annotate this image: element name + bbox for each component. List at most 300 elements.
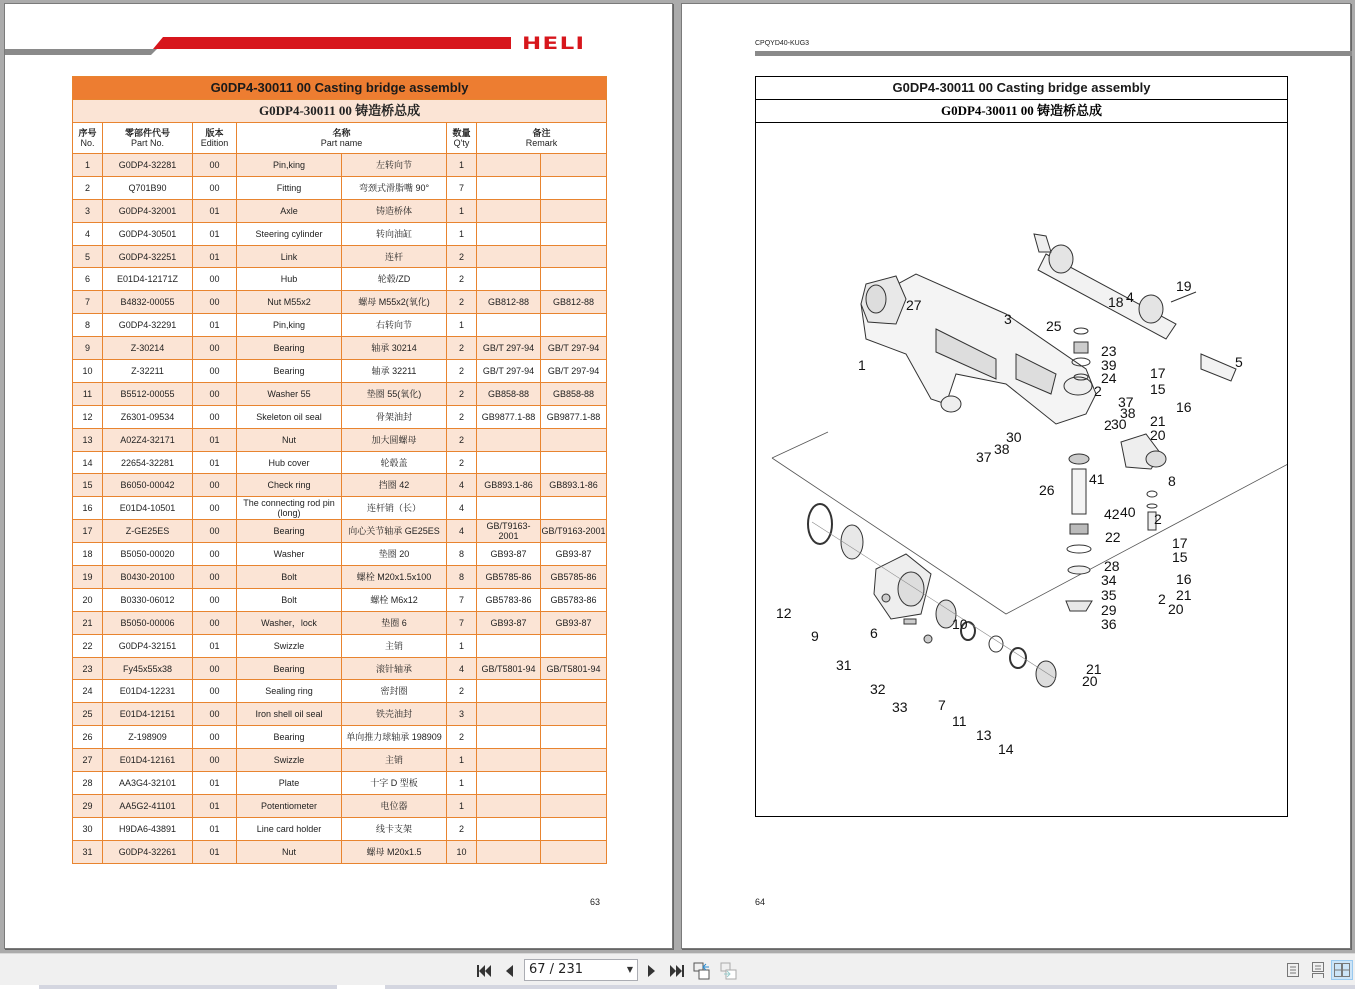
callout-41: 41 bbox=[1089, 471, 1105, 487]
cell-part-no: Z-32211 bbox=[103, 360, 193, 383]
callout-29: 29 bbox=[1101, 602, 1117, 618]
table-row bbox=[73, 772, 607, 795]
cell-remark-2: GB93-87 bbox=[541, 543, 607, 566]
cell-name-cn: 螺母 M55x2(氧化) bbox=[342, 291, 447, 314]
cell-remark-1 bbox=[477, 794, 541, 817]
next-view-button[interactable] bbox=[720, 962, 738, 980]
table-row bbox=[73, 291, 607, 314]
cell-name-en: Line card holder bbox=[237, 817, 342, 840]
cell-remark-1 bbox=[477, 314, 541, 337]
first-page-icon bbox=[477, 964, 493, 978]
table-row bbox=[73, 497, 607, 520]
cell-part-no: G0DP4-32281 bbox=[103, 154, 193, 177]
cell-qty: 4 bbox=[447, 520, 477, 543]
cell-edition: 00 bbox=[193, 611, 237, 634]
cell-remark-1 bbox=[477, 428, 541, 451]
cell-name-en: Bolt bbox=[237, 588, 342, 611]
cell-qty: 4 bbox=[447, 497, 477, 520]
cell-name-cn: 密封圈 bbox=[342, 680, 447, 703]
cell-qty: 2 bbox=[447, 428, 477, 451]
cell-remark-1 bbox=[477, 634, 541, 657]
cell-name-en: Pin,king bbox=[237, 154, 342, 177]
cell-qty: 2 bbox=[447, 405, 477, 428]
cell-no: 28 bbox=[73, 772, 103, 795]
callout-21c: 21 bbox=[1086, 661, 1102, 677]
cell-edition: 00 bbox=[193, 405, 237, 428]
cell-qty: 10 bbox=[447, 840, 477, 863]
scrollbar-track-segment[interactable] bbox=[39, 985, 337, 989]
table-row bbox=[73, 360, 607, 383]
cell-name-en: Hub cover bbox=[237, 451, 342, 474]
cell-remark-1 bbox=[477, 726, 541, 749]
cell-name-en: Nut bbox=[237, 840, 342, 863]
cell-name-en: Washer bbox=[237, 543, 342, 566]
cell-name-cn: 铁壳油封 bbox=[342, 703, 447, 726]
cell-edition: 01 bbox=[193, 314, 237, 337]
cell-qty: 8 bbox=[447, 543, 477, 566]
cell-name-cn: 弯颈式滑脂嘴 90° bbox=[342, 176, 447, 199]
continuous-page-icon bbox=[1311, 962, 1325, 978]
cell-remark-2 bbox=[541, 245, 607, 268]
callout-8: 8 bbox=[1168, 473, 1176, 489]
col-header-part-no: 零部件代号 Part No. bbox=[103, 123, 193, 154]
cell-remark-1 bbox=[477, 772, 541, 795]
callout-17: 17 bbox=[1150, 365, 1166, 381]
cell-qty: 4 bbox=[447, 657, 477, 680]
cell-name-cn: 左转向节 bbox=[342, 154, 447, 177]
table-row bbox=[73, 611, 607, 634]
header-band-gray bbox=[5, 49, 150, 55]
callout-30: 30 bbox=[1111, 416, 1127, 432]
cell-edition: 01 bbox=[193, 245, 237, 268]
page-63 bbox=[4, 3, 673, 949]
cell-no: 8 bbox=[73, 314, 103, 337]
cell-name-en: Axle bbox=[237, 199, 342, 222]
cell-no: 18 bbox=[73, 543, 103, 566]
cell-qty: 2 bbox=[447, 382, 477, 405]
page-number-left: 63 bbox=[590, 897, 601, 907]
callout-20c: 20 bbox=[1082, 673, 1098, 689]
prev-page-icon bbox=[503, 964, 515, 978]
header-band-red bbox=[153, 37, 511, 49]
table-title: G0DP4-30011 00 Casting bridge assembly bbox=[73, 77, 607, 100]
cell-no: 3 bbox=[73, 199, 103, 222]
cell-no: 1 bbox=[73, 154, 103, 177]
callout-16: 16 bbox=[1176, 399, 1192, 415]
parts-table bbox=[72, 76, 607, 864]
cell-no: 14 bbox=[73, 451, 103, 474]
navigation-toolbar bbox=[0, 953, 1355, 985]
cell-part-no: Z-30214 bbox=[103, 337, 193, 360]
diagram-subtitle: G0DP4-30011 00 铸造桥总成 bbox=[756, 100, 1287, 123]
callout-24: 24 bbox=[1101, 370, 1117, 386]
cell-name-cn: 主销 bbox=[342, 634, 447, 657]
cell-name-en: Bearing bbox=[237, 337, 342, 360]
cell-edition: 01 bbox=[193, 794, 237, 817]
cell-remark-2: GB/T 297-94 bbox=[541, 360, 607, 383]
cell-remark-1: GB5785-86 bbox=[477, 566, 541, 589]
cell-remark-1: GB893.1-86 bbox=[477, 474, 541, 497]
continuous-view-button[interactable] bbox=[1307, 960, 1329, 980]
cell-no: 13 bbox=[73, 428, 103, 451]
single-page-view-button[interactable] bbox=[1282, 960, 1304, 980]
callout-39: 39 bbox=[1101, 357, 1117, 373]
cell-name-cn: 向心关节轴承 GE25ES bbox=[342, 520, 447, 543]
cell-no: 19 bbox=[73, 566, 103, 589]
page-number-field[interactable] bbox=[524, 959, 638, 981]
cell-name-cn: 垫圈 55(氧化) bbox=[342, 382, 447, 405]
cell-name-cn: 连杆 bbox=[342, 245, 447, 268]
cell-name-en: Swizzle bbox=[237, 749, 342, 772]
cell-edition: 01 bbox=[193, 428, 237, 451]
cell-name-cn: 线卡支架 bbox=[342, 817, 447, 840]
cell-no: 16 bbox=[73, 497, 103, 520]
cell-name-en: Potentiometer bbox=[237, 794, 342, 817]
callout-37: 37 bbox=[1118, 394, 1134, 410]
cell-remark-2 bbox=[541, 199, 607, 222]
table-row bbox=[73, 451, 607, 474]
cell-part-no: B0430-20100 bbox=[103, 566, 193, 589]
cell-no: 29 bbox=[73, 794, 103, 817]
cell-qty: 2 bbox=[447, 726, 477, 749]
parts-table-container bbox=[72, 76, 606, 864]
cell-part-no: A02Z4-32171 bbox=[103, 428, 193, 451]
cell-edition: 00 bbox=[193, 176, 237, 199]
cell-remark-2: GB812-88 bbox=[541, 291, 607, 314]
cell-name-cn: 螺栓 M20x1.5x100 bbox=[342, 566, 447, 589]
cell-remark-1: GB/T 297-94 bbox=[477, 360, 541, 383]
callout-15b: 15 bbox=[1172, 549, 1188, 565]
table-row bbox=[73, 657, 607, 680]
cell-name-en: Pin,king bbox=[237, 314, 342, 337]
cell-remark-1: GB93-87 bbox=[477, 543, 541, 566]
table-row bbox=[73, 703, 607, 726]
cell-edition: 00 bbox=[193, 474, 237, 497]
cell-remark-1: GB/T 297-94 bbox=[477, 337, 541, 360]
cell-no: 23 bbox=[73, 657, 103, 680]
diagram-title: G0DP4-30011 00 Casting bridge assembly bbox=[756, 77, 1287, 100]
callout-9: 9 bbox=[811, 628, 819, 644]
cell-name-cn: 垫圈 20 bbox=[342, 543, 447, 566]
callout-33: 33 bbox=[892, 699, 908, 715]
callout-26: 26 bbox=[1039, 482, 1055, 498]
cell-no: 30 bbox=[73, 817, 103, 840]
cell-qty: 2 bbox=[447, 360, 477, 383]
cell-remark-1: GB93-87 bbox=[477, 611, 541, 634]
cell-qty: 4 bbox=[447, 474, 477, 497]
cell-remark-2 bbox=[541, 268, 607, 291]
callout-31: 31 bbox=[836, 657, 852, 673]
cell-part-no: B0330-06012 bbox=[103, 588, 193, 611]
cell-no: 20 bbox=[73, 588, 103, 611]
cell-name-en: Link bbox=[237, 245, 342, 268]
cell-edition: 00 bbox=[193, 680, 237, 703]
callout-37b: 37 bbox=[976, 449, 992, 465]
table-row bbox=[73, 382, 607, 405]
table-row bbox=[73, 154, 607, 177]
table-row bbox=[73, 268, 607, 291]
table-row bbox=[73, 176, 607, 199]
cell-remark-1: GB858-88 bbox=[477, 382, 541, 405]
cell-remark-1 bbox=[477, 703, 541, 726]
table-row bbox=[73, 817, 607, 840]
callout-20: 20 bbox=[1150, 427, 1166, 443]
cell-remark-2: GB893.1-86 bbox=[541, 474, 607, 497]
cell-no: 24 bbox=[73, 680, 103, 703]
cell-no: 9 bbox=[73, 337, 103, 360]
callout-28: 28 bbox=[1104, 558, 1120, 574]
table-row bbox=[73, 314, 607, 337]
cell-name-en: Washer，lock bbox=[237, 611, 342, 634]
cell-part-no: B6050-00042 bbox=[103, 474, 193, 497]
cell-qty: 8 bbox=[447, 566, 477, 589]
cell-qty: 7 bbox=[447, 176, 477, 199]
cell-part-no: E01D4-12171Z bbox=[103, 268, 193, 291]
cell-edition: 00 bbox=[193, 657, 237, 680]
callout-27: 27 bbox=[906, 297, 922, 313]
cell-qty: 2 bbox=[447, 680, 477, 703]
cell-remark-2: GB93-87 bbox=[541, 611, 607, 634]
col-header-edition: 版本 Edition bbox=[193, 123, 237, 154]
cell-part-no: Z-198909 bbox=[103, 726, 193, 749]
cell-part-no: H9DA6-43891 bbox=[103, 817, 193, 840]
callout-14: 14 bbox=[998, 741, 1014, 757]
table-row bbox=[73, 245, 607, 268]
cell-name-cn: 十字 D 型板 bbox=[342, 772, 447, 795]
table-row bbox=[73, 520, 607, 543]
cell-edition: 01 bbox=[193, 451, 237, 474]
cell-part-no: B4832-00055 bbox=[103, 291, 193, 314]
cell-no: 12 bbox=[73, 405, 103, 428]
previous-view-button[interactable] bbox=[693, 962, 711, 980]
cell-part-no: E01D4-12151 bbox=[103, 703, 193, 726]
cell-qty: 1 bbox=[447, 154, 477, 177]
heli-logo: HELI bbox=[522, 34, 586, 54]
prev-page-button[interactable] bbox=[500, 962, 518, 980]
cell-no: 11 bbox=[73, 382, 103, 405]
cell-no: 25 bbox=[73, 703, 103, 726]
cell-remark-2 bbox=[541, 176, 607, 199]
cell-name-en: Nut M55x2 bbox=[237, 291, 342, 314]
cell-remark-2 bbox=[541, 314, 607, 337]
cell-name-cn: 电位器 bbox=[342, 794, 447, 817]
callout-11: 11 bbox=[952, 713, 967, 729]
cell-part-no: B5512-00055 bbox=[103, 382, 193, 405]
facing-pages-icon bbox=[1334, 962, 1350, 978]
col-header-qty: 数量 Q'ty bbox=[447, 123, 477, 154]
cell-edition: 00 bbox=[193, 497, 237, 520]
cell-name-cn: 轴承 32211 bbox=[342, 360, 447, 383]
cell-edition: 00 bbox=[193, 268, 237, 291]
horizontal-scrollbar[interactable] bbox=[0, 985, 1355, 989]
cell-remark-1: GB812-88 bbox=[477, 291, 541, 314]
cell-edition: 01 bbox=[193, 222, 237, 245]
cell-remark-1 bbox=[477, 451, 541, 474]
cell-remark-2 bbox=[541, 634, 607, 657]
table-row bbox=[73, 199, 607, 222]
exploded-diagram-frame bbox=[755, 76, 1288, 817]
cell-remark-1 bbox=[477, 840, 541, 863]
cell-remark-1 bbox=[477, 749, 541, 772]
cell-part-no: G0DP4-32251 bbox=[103, 245, 193, 268]
callout-38: 38 bbox=[1120, 405, 1136, 421]
cell-name-en: Bearing bbox=[237, 360, 342, 383]
cell-edition: 01 bbox=[193, 772, 237, 795]
callout-12: 12 bbox=[776, 605, 792, 621]
cell-name-cn: 挡圈 42 bbox=[342, 474, 447, 497]
col-header-remark: 备注 Remark bbox=[477, 123, 607, 154]
page-64 bbox=[681, 3, 1351, 949]
cell-qty: 7 bbox=[447, 588, 477, 611]
callout-19: 19 bbox=[1176, 278, 1192, 294]
cell-edition: 00 bbox=[193, 291, 237, 314]
cell-remark-2: GB5785-86 bbox=[541, 566, 607, 589]
cell-part-no: G0DP4-32291 bbox=[103, 314, 193, 337]
cell-remark-2 bbox=[541, 222, 607, 245]
facing-pages-view-button[interactable] bbox=[1331, 960, 1353, 980]
cell-remark-1 bbox=[477, 268, 541, 291]
cell-part-no: E01D4-12231 bbox=[103, 680, 193, 703]
cell-name-cn: 单向推力球轴承 198909 bbox=[342, 726, 447, 749]
cell-name-en: Bearing bbox=[237, 726, 342, 749]
cell-remark-2 bbox=[541, 840, 607, 863]
callout-25: 25 bbox=[1046, 318, 1062, 334]
cell-part-no: G0DP4-30501 bbox=[103, 222, 193, 245]
table-row bbox=[73, 680, 607, 703]
cell-no: 2 bbox=[73, 176, 103, 199]
cell-part-no: AA5G2-41101 bbox=[103, 794, 193, 817]
cell-name-cn: 螺栓 M6x12 bbox=[342, 588, 447, 611]
next-page-button[interactable] bbox=[643, 962, 661, 980]
callout-23: 23 bbox=[1101, 343, 1117, 359]
cell-name-en: Washer 55 bbox=[237, 382, 342, 405]
table-row bbox=[73, 726, 607, 749]
table-row bbox=[73, 543, 607, 566]
cell-edition: 00 bbox=[193, 337, 237, 360]
cell-part-no: B5050-00006 bbox=[103, 611, 193, 634]
cell-no: 31 bbox=[73, 840, 103, 863]
cell-remark-2 bbox=[541, 703, 607, 726]
cell-qty: 2 bbox=[447, 245, 477, 268]
cell-remark-1 bbox=[477, 176, 541, 199]
callout-22: 22 bbox=[1105, 529, 1121, 545]
cell-remark-1 bbox=[477, 245, 541, 268]
scrollbar-track-segment[interactable] bbox=[385, 985, 1355, 989]
next-view-icon bbox=[720, 962, 738, 980]
cell-no: 22 bbox=[73, 634, 103, 657]
cell-name-en: Bolt bbox=[237, 566, 342, 589]
cell-edition: 00 bbox=[193, 520, 237, 543]
page-number-value: 67 / 231 bbox=[529, 962, 583, 977]
cell-name-cn: 加大圆螺母 bbox=[342, 428, 447, 451]
cell-edition: 01 bbox=[193, 634, 237, 657]
cell-edition: 01 bbox=[193, 840, 237, 863]
col-header-part-name: 名称 Part name bbox=[237, 123, 447, 154]
table-row bbox=[73, 428, 607, 451]
cell-name-cn: 垫圈 6 bbox=[342, 611, 447, 634]
table-row bbox=[73, 405, 607, 428]
cell-name-cn: 轮毂/ZD bbox=[342, 268, 447, 291]
cell-part-no: Z6301-09534 bbox=[103, 405, 193, 428]
callout-34: 34 bbox=[1101, 572, 1117, 588]
table-row bbox=[73, 222, 607, 245]
cell-no: 15 bbox=[73, 474, 103, 497]
cell-edition: 00 bbox=[193, 588, 237, 611]
table-header-row bbox=[73, 123, 607, 154]
cell-edition: 01 bbox=[193, 199, 237, 222]
callout-20b: 20 bbox=[1168, 601, 1184, 617]
cell-name-cn: 轴承 30214 bbox=[342, 337, 447, 360]
cell-no: 4 bbox=[73, 222, 103, 245]
cell-no: 21 bbox=[73, 611, 103, 634]
callout-30b: 30 bbox=[1006, 429, 1022, 445]
callout-3: 3 bbox=[1004, 311, 1012, 327]
cell-part-no: E01D4-12161 bbox=[103, 749, 193, 772]
cell-no: 5 bbox=[73, 245, 103, 268]
cell-edition: 00 bbox=[193, 382, 237, 405]
last-page-button[interactable] bbox=[667, 962, 685, 980]
cell-qty: 2 bbox=[447, 291, 477, 314]
cell-name-cn: 转向油缸 bbox=[342, 222, 447, 245]
cell-no: 6 bbox=[73, 268, 103, 291]
first-page-button[interactable] bbox=[476, 962, 494, 980]
cell-remark-1 bbox=[477, 199, 541, 222]
page-dropdown-icon[interactable]: ▼ bbox=[626, 965, 633, 974]
page-number-right: 64 bbox=[755, 897, 766, 907]
callout-40: 40 bbox=[1120, 504, 1136, 520]
cell-remark-2: GB9877.1-88 bbox=[541, 405, 607, 428]
callout-2d: 2 bbox=[1158, 591, 1166, 607]
cell-part-no: AA3G4-32101 bbox=[103, 772, 193, 795]
table-row bbox=[73, 634, 607, 657]
callout-38b: 38 bbox=[994, 441, 1010, 457]
cell-qty: 2 bbox=[447, 817, 477, 840]
callout-10: 10 bbox=[952, 616, 968, 632]
cell-name-en: Fitting bbox=[237, 176, 342, 199]
casting-bridge-exploded-view bbox=[756, 124, 1287, 816]
table-row bbox=[73, 588, 607, 611]
cell-name-en: Nut bbox=[237, 428, 342, 451]
single-page-icon bbox=[1286, 962, 1300, 978]
callout-42: 42 bbox=[1104, 506, 1120, 522]
cell-part-no: G0DP4-32001 bbox=[103, 199, 193, 222]
callout-1: 1 bbox=[858, 357, 866, 373]
cell-name-en: Swizzle bbox=[237, 634, 342, 657]
callout-32: 32 bbox=[870, 681, 886, 697]
cell-name-en: Plate bbox=[237, 772, 342, 795]
cell-qty: 2 bbox=[447, 451, 477, 474]
cell-remark-1: GB5783-86 bbox=[477, 588, 541, 611]
cell-no: 17 bbox=[73, 520, 103, 543]
callout-15: 15 bbox=[1150, 381, 1166, 397]
col-header-no: 序号 No. bbox=[73, 123, 103, 154]
cell-remark-2 bbox=[541, 772, 607, 795]
cell-no: 10 bbox=[73, 360, 103, 383]
cell-remark-2: GB/T5801-94 bbox=[541, 657, 607, 680]
callout-6: 6 bbox=[870, 625, 878, 641]
cell-remark-2 bbox=[541, 497, 607, 520]
cell-name-cn: 螺母 M20x1.5 bbox=[342, 840, 447, 863]
next-page-icon bbox=[646, 964, 658, 978]
cell-remark-2 bbox=[541, 680, 607, 703]
cell-edition: 00 bbox=[193, 703, 237, 726]
parts-table-body bbox=[73, 154, 607, 864]
cell-part-no: Q701B90 bbox=[103, 176, 193, 199]
table-row bbox=[73, 566, 607, 589]
cell-qty: 1 bbox=[447, 794, 477, 817]
cell-name-en: Hub bbox=[237, 268, 342, 291]
cell-name-en: Bearing bbox=[237, 520, 342, 543]
